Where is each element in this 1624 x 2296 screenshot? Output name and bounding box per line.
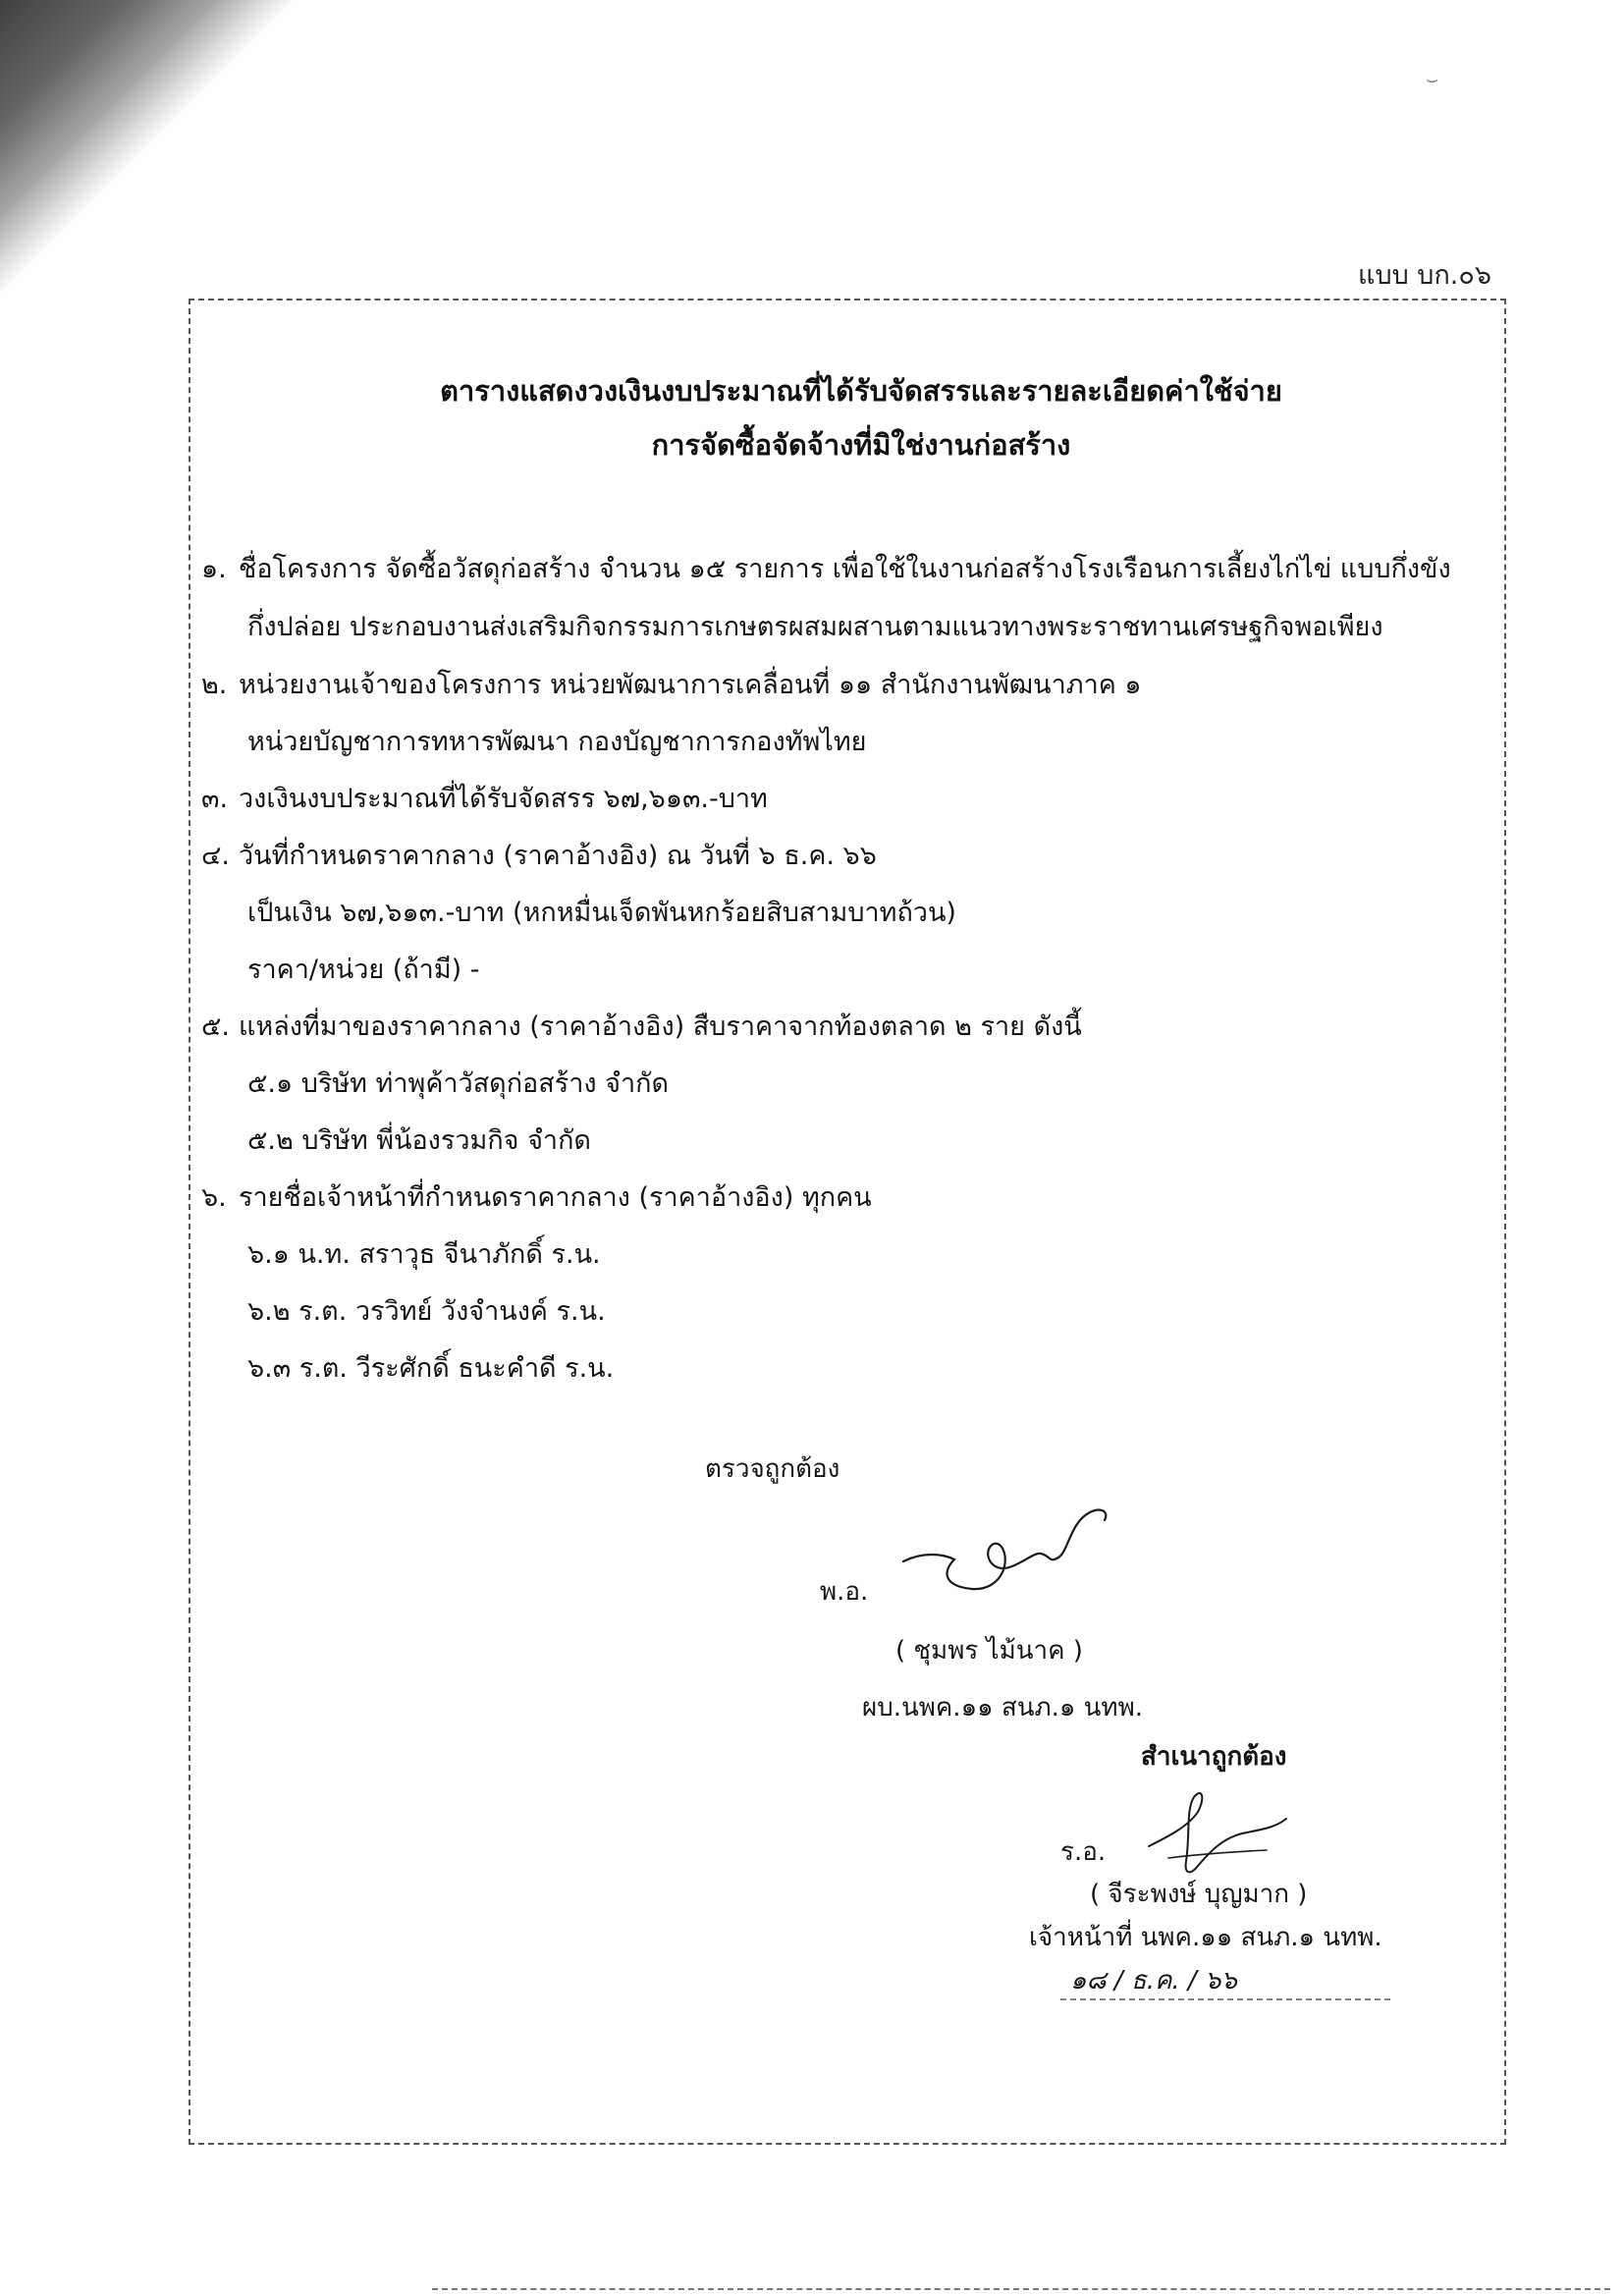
item-6-number: ๖. [201,1182,227,1213]
item-1-text: ชื่อโครงการ จัดซื้อวัสดุก่อสร้าง จำนวน ๑๕ รายการ เพื่อใช้ในงานก่อสร้างโรงเรือนการเลี้ยงไก่ไข่ แบบกึ่งขัง [239,554,1451,584]
item-2 [201,663,1142,705]
document-title: ตารางแสดงวงเงินงบประมาณที่ได้รับจัดสรรและรายละเอียดค่าใช้จ่าย [440,374,1282,408]
copy-certified-label: สำเนาถูกต้อง [1141,1742,1287,1772]
scan-bottom-edge [432,2288,1610,2292]
item-6-3: ๖.๓ ร.ต. วีระศักดิ์ ธนะคำดี ร.น. [247,1353,615,1384]
item-5-2: ๕.๒ บริษัท พี่น้องรวมกิจ จำกัด [247,1125,591,1156]
item-6 [201,1175,872,1218]
form-code: แบบ บก.๐๖ [1358,260,1491,291]
commander-signature [884,1493,1119,1611]
officer-signature [1129,1768,1306,1886]
item-1-continuation: กึ่งปล่อย ประกอบงานส่งเสริมกิจกรรมการเกษตรผสมผสานตามแนวทางพระราชทานเศรษฐกิจพอเพียง [247,612,1383,642]
item-1 [201,547,1451,589]
document-subtitle: การจัดซื้อจัดจ้างที่มิใช่งานก่อสร้าง [651,428,1071,462]
officer-rank: ร.อ. [1060,1837,1107,1867]
scan-speck: ⌣ [1426,67,1439,90]
item-3-text: วงเงินงบประมาณที่ได้รับจัดสรร ๖๗,๖๑๓.-บาท [239,784,768,814]
commander-rank: พ.อ. [820,1577,869,1607]
item-3-number: ๓. [201,784,229,814]
item-5 [201,1005,1082,1047]
commander-position: ผบ.นพค.๑๑ สนภ.๑ นทพ. [862,1693,1143,1722]
commander-name: ( ชุมพร ไม้นาค ) [895,1636,1083,1666]
item-2-continuation: หน่วยบัญชาการทหารพัฒนา กองบัญชาการกองทัพไทย [247,727,867,757]
date-underline [1060,1995,1394,2003]
item-6-2: ๖.๒ ร.ต. วรวิทย์ วังจำนงค์ ร.น. [247,1296,606,1327]
item-4 [201,834,877,876]
item-1-number: ๑. [201,554,227,584]
verified-label: ตรวจถูกต้อง [705,1454,840,1484]
officer-position: เจ้าหน้าที่ นพค.๑๑ สนภ.๑ นทพ. [1029,1923,1382,1952]
item-5-text: แหล่งที่มาของราคากลาง (ราคาอ้างอิง) สืบราคาจากท้องตลาด ๒ ราย ดังนี้ [239,1011,1082,1042]
item-4-number: ๔. [201,841,231,871]
item-2-number: ๒. [201,670,228,700]
item-5-1: ๕.๑ บริษัท ท่าพุค้าวัสดุก่อสร้าง จำกัด [247,1068,670,1099]
item-2-text: หน่วยงานเจ้าของโครงการ หน่วยพัฒนาการเคลื่อนที่ ๑๑ สำนักงานพัฒนาภาค ๑ [239,670,1142,700]
certification-date: ๑๘ / ธ.ค. / ๖๖ [1070,1966,1237,1995]
item-6-text: รายชื่อเจ้าหน้าที่กำหนดราคากลาง (ราคาอ้างอิง) ทุกคน [239,1182,872,1213]
item-4-unit-price: ราคา/หน่วย (ถ้ามี) - [247,955,480,985]
item-5-number: ๕. [201,1011,231,1042]
item-3 [201,777,768,819]
item-4-amount: เป็นเงิน ๖๗,๖๑๓.-บาท (หกหมื่นเจ็ดพันหกร้อยสิบสามบาทถ้วน) [247,898,956,928]
officer-name: ( จีระพงษ์ บุญมาก ) [1090,1880,1308,1909]
item-4-text: วันที่กำหนดราคากลาง (ราคาอ้างอิง) ณ วันที่ ๖ ธ.ค. ๖๖ [239,841,877,871]
item-6-1: ๖.๑ น.ท. สราวุธ จีนาภักดิ์ ร.น. [247,1239,601,1270]
